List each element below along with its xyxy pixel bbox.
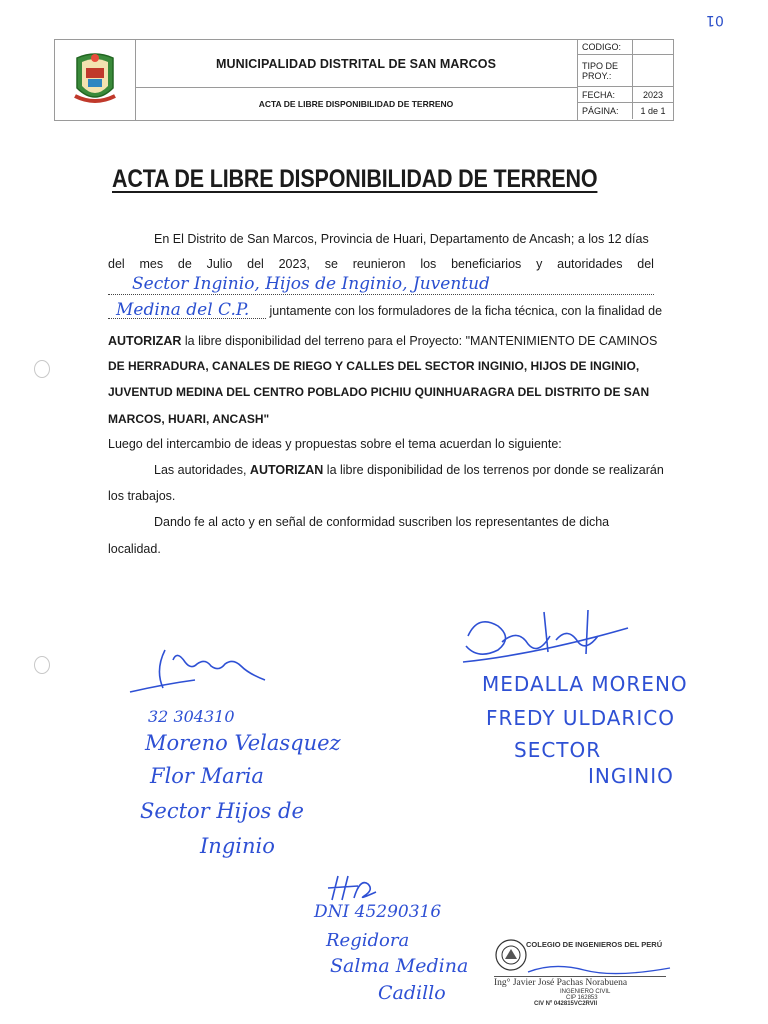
paragraph-4-line-1: Dando fe al acto y en señal de conformidad suscriben los representantes de dicha <box>154 515 610 529</box>
signature-right-line-2: FREDY ULDARICO <box>486 706 675 730</box>
document-header <box>54 39 674 121</box>
paragraph-1-line-5: AUTORIZAR la libre disponibilidad del terreno para el Proyecto: "MANTENIMIENTO DE CAMINOS <box>108 334 658 348</box>
meta-row-fecha: FECHA: 2023 <box>577 87 673 103</box>
signature-right-line-1: MEDALLA MORENO <box>482 672 688 696</box>
signature-left-scribble <box>125 640 275 700</box>
paragraph-1-line-1: En El Distrito de San Marcos, Provincia de Huari, Departamento de Ancash; a los 12 días <box>154 232 649 246</box>
signature-left-line-1: Moreno Velasquez <box>145 731 341 755</box>
stamp-engineer-name: Ing° Javier José Pachas Norabuena <box>494 976 666 988</box>
document-type: ACTA DE LIBRE DISPONIBILIDAD DE TERRENO <box>258 99 454 109</box>
paragraph-1-line-2: del mes de Julio del 2023, se reunieron los beneficiarios y autoridades del <box>108 257 654 271</box>
signature-bottom-line-1: Regidora <box>326 930 410 951</box>
signature-bottom-line-2: Salma Medina <box>330 955 469 977</box>
signature-right-line-4: INGINIO <box>588 764 674 788</box>
punch-hole-bottom <box>34 656 50 674</box>
punch-hole-top <box>34 360 50 378</box>
signature-left-line-2: Flor Maria <box>150 764 264 788</box>
header-title-cell <box>135 40 578 120</box>
paragraph-1-line-4: Medina del C.P. juntamente con los formuladores de la ficha técnica, con la finalidad de <box>108 302 654 322</box>
handwritten-beneficiaries-line-1: Sector Inginio, Hijos de Inginio, Juventud <box>108 276 654 295</box>
logo-cell <box>55 40 136 120</box>
paragraph-3-line-1: Las autoridades, AUTORIZAN la libre disponibilidad de los terrenos por donde se realizarán <box>154 463 664 477</box>
municipal-shield-logo <box>55 40 135 120</box>
stamp-civ: CIV Nº 042815VC2RVII <box>534 1001 598 1007</box>
meta-row-pagina: PÁGINA: 1 de 1 <box>577 103 673 119</box>
stamp-cip: CIP 162853 <box>566 995 598 1001</box>
meta-row-tipo: TIPO DE PROY.: <box>577 55 673 87</box>
meta-row-codigo: CODIGO: <box>577 40 673 55</box>
paragraph-1-line-7: JUVENTUD MEDINA DEL CENTRO POBLADO PICHIU QUINHUARAGRA DEL DISTRITO DE SAN <box>108 385 650 399</box>
page-title: ACTA DE LIBRE DISPONIBILIDAD DE TERRENO <box>112 165 598 193</box>
paragraph-1-line-6: DE HERRADURA, CANALES DE RIEGO Y CALLES DEL SECTOR INGINIO, HIJOS DE INGINIO, <box>108 359 640 373</box>
signature-left-line-3: Sector Hijos de <box>140 799 304 823</box>
paragraph-1-line-8: MARCOS, HUARI, ANCASH" <box>108 412 270 426</box>
signature-bottom-line-3: Cadillo <box>378 982 446 1004</box>
signature-bottom-dni: DNI 45290316 <box>314 902 442 922</box>
paragraph-2: Luego del intercambio de ideas y propuestas sobre el tema acuerdan lo siguiente: <box>108 437 562 451</box>
signature-left-dni: 32 304310 <box>148 707 235 726</box>
stamp-title: INGENIERO CIVIL <box>560 989 611 995</box>
signature-right-line-3: SECTOR <box>514 738 602 762</box>
signature-left-line-4: Inginio <box>200 834 275 858</box>
municipality-name: MUNICIPALIDAD DISTRITAL DE SAN MARCOS <box>135 40 577 88</box>
engineer-stamp <box>494 938 674 1008</box>
paragraph-4-line-2: localidad. <box>108 542 161 556</box>
cip-seal-icon <box>494 938 528 972</box>
header-meta <box>577 40 673 120</box>
paragraph-3-line-2: los trabajos. <box>108 489 176 503</box>
signature-right-scribble <box>458 606 633 668</box>
page-mark: 01 <box>706 12 724 28</box>
stamp-org: COLEGIO DE INGENIEROS DEL PERÚ <box>526 940 663 949</box>
